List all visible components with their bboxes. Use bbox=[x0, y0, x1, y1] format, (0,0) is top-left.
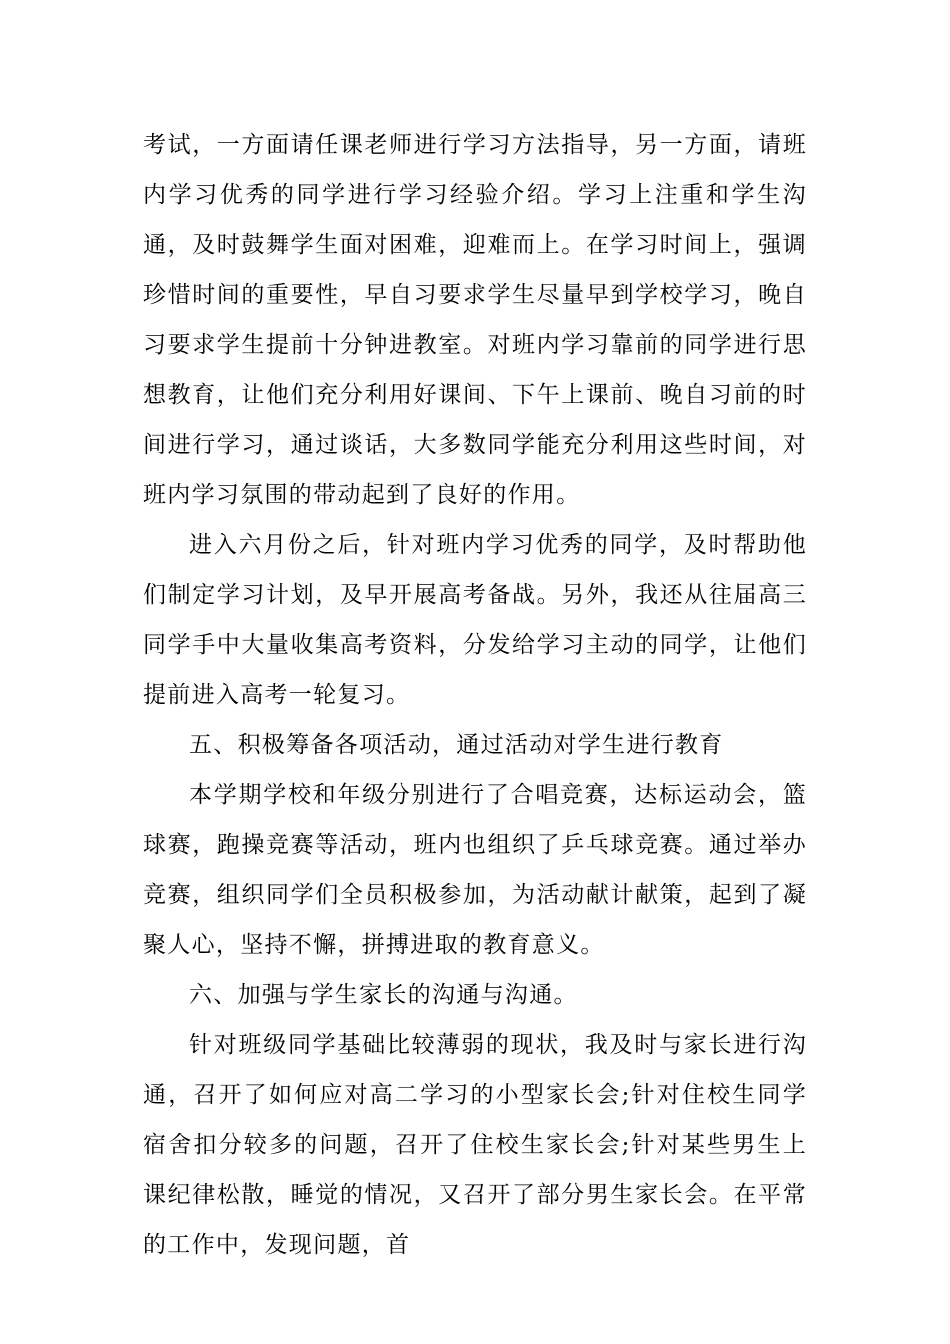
paragraph-parent-meetings: 针对班级同学基础比较薄弱的现状，我及时与家长进行沟通，召开了如何应对高二学习的小型家长会;针对住校生同学宿舍扣分较多的问题，召开了住校生家长会;针对某些男生上课纪律松散，睡觉的情况，又召开了部分男生家长会。在平常的工作中，发现问题，首 bbox=[143, 1032, 807, 1258]
paragraph-activities: 本学期学校和年级分别进行了合唱竞赛，达标运动会，篮球赛，跑操竞赛等活动，班内也组织了乒乓球竞赛。通过举办竞赛，组织同学们全员积极参加，为活动献计献策，起到了凝聚人心，坚持不懈，拼搏进取的教育意义。 bbox=[143, 782, 807, 958]
paragraph-june-plan: 进入六月份之后，针对班内学习优秀的同学，及时帮助他们制定学习计划，及早开展高考备战。另外，我还从往届高三同学手中大量收集高考资料，分发给学习主动的同学，让他们提前进入高考一轮复习。 bbox=[143, 532, 807, 708]
paragraph-study-methods: 考试，一方面请任课老师进行学习方法指导，另一方面，请班内学习优秀的同学进行学习经验介绍。学习上注重和学生沟通，及时鼓舞学生面对困难，迎难而上。在学习时间上，强调珍惜时间的重要性，早自习要求学生尽量早到学校学习，晚自习要求学生提前十分钟进教室。对班内学习靠前的同学进行思想教育，让他们充分利用好课间、下午上课前、晚自习前的时间进行学习，通过谈话，大多数同学能充分利用这些时间，对班内学习氛围的带动起到了良好的作用。 bbox=[143, 132, 807, 508]
section-heading-parents: 六、加强与学生家长的沟通与沟通。 bbox=[189, 982, 578, 1008]
section-heading-activities: 五、积极筹备各项活动，通过活动对学生进行教育 bbox=[189, 732, 724, 758]
